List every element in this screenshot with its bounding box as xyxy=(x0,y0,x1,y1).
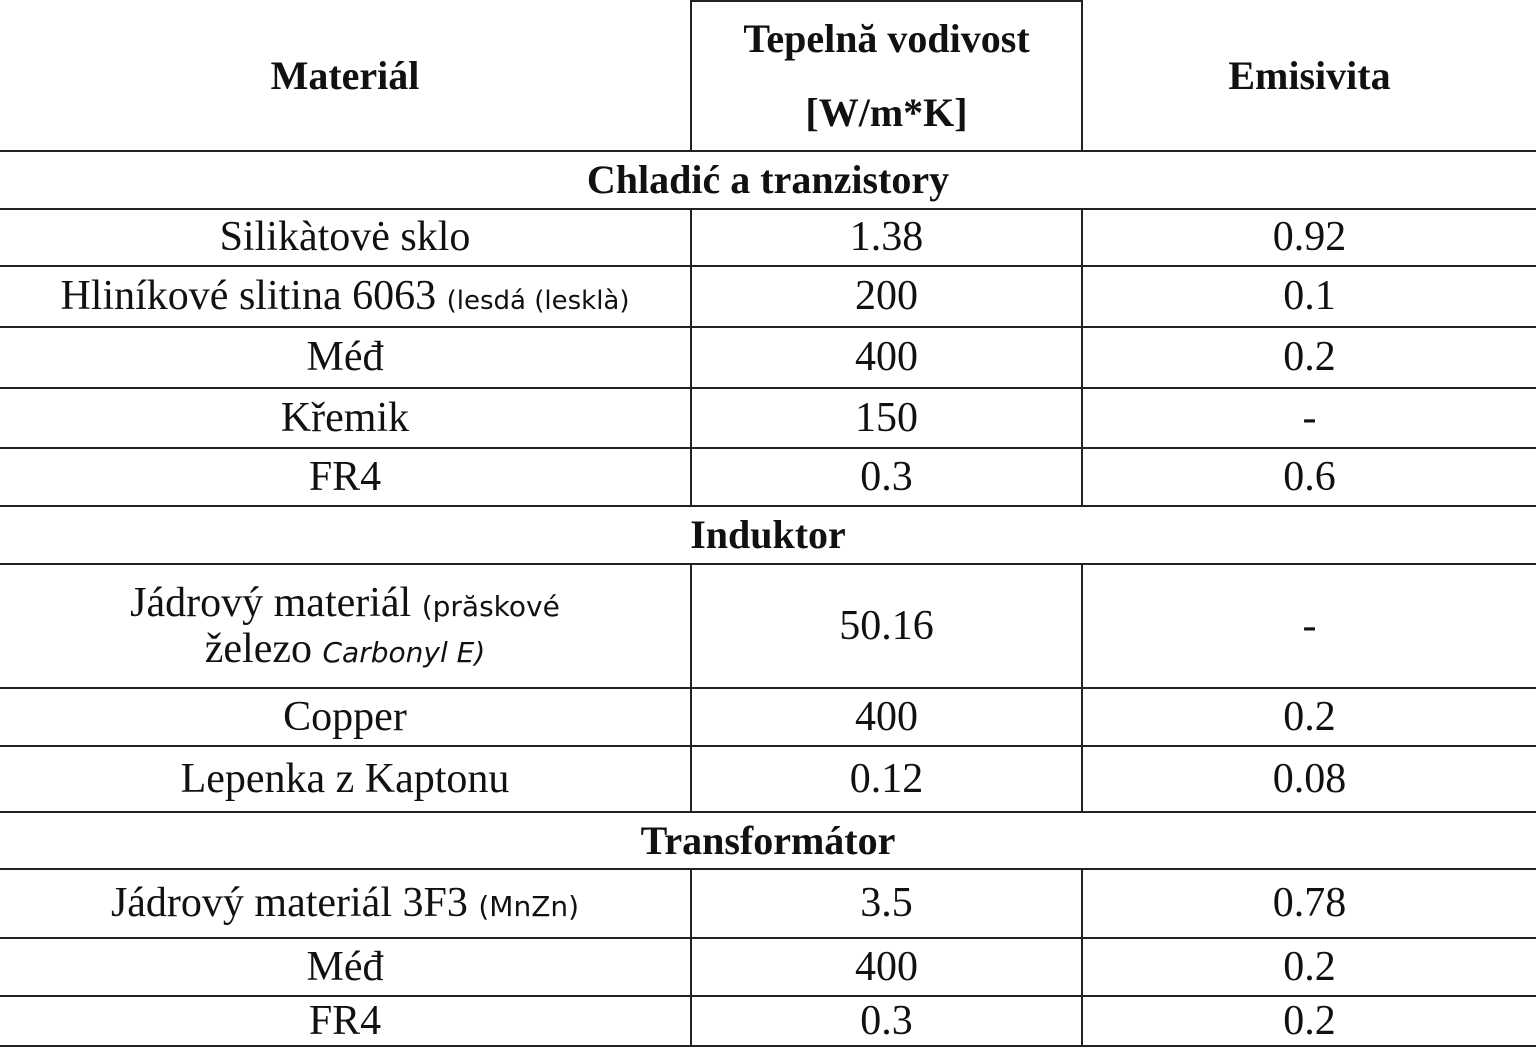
emissivity-cell: 0.2 xyxy=(1082,688,1536,746)
material-note: (MnZn) xyxy=(478,890,580,924)
table-row xyxy=(0,327,1536,388)
table-row xyxy=(0,938,1536,996)
emissivity-cell: - xyxy=(1082,564,1536,688)
table-row xyxy=(0,209,1536,266)
material-cell xyxy=(0,564,691,688)
conductivity-cell: 150 xyxy=(691,388,1082,448)
conductivity-cell: 400 xyxy=(691,938,1082,996)
conductivity-cell: 200 xyxy=(691,266,1082,327)
material-name: Hliníkové slitina 6063 xyxy=(60,273,437,320)
material-cell xyxy=(0,388,691,448)
material-line-2 xyxy=(0,626,690,672)
emissivity-cell: 0.2 xyxy=(1082,938,1536,996)
header-conductivity-unit: [W/m*K] xyxy=(805,90,968,135)
header-conductivity-label: Tepelnă vodivost xyxy=(743,16,1030,61)
emissivity-cell: 0.78 xyxy=(1082,869,1536,938)
section-title-inductor: Induktor xyxy=(0,506,1536,564)
emissivity-cell: 0.2 xyxy=(1082,327,1536,388)
table-row xyxy=(0,996,1536,1046)
table-row xyxy=(0,688,1536,746)
emissivity-cell: - xyxy=(1082,388,1536,448)
emissivity-cell: 0.1 xyxy=(1082,266,1536,327)
table-row xyxy=(0,746,1536,812)
material-cell xyxy=(0,688,691,746)
header-material: Materiál xyxy=(0,1,691,151)
section-title-heatsink: Chladić a tranzistory xyxy=(0,151,1536,209)
material-name: Jádrový materiál xyxy=(130,579,412,626)
material-cell xyxy=(0,448,691,506)
material-name: Lepenka z Kaptonu xyxy=(180,755,510,802)
material-name: Méđ xyxy=(306,943,384,990)
material-note: (lesdá (lesklà) xyxy=(446,286,630,317)
material-cell xyxy=(0,746,691,812)
emissivity-cell: 0.08 xyxy=(1082,746,1536,812)
section-title-transformer: Transformátor xyxy=(0,812,1536,869)
table-row xyxy=(0,869,1536,938)
material-note: (prăskové xyxy=(421,589,560,623)
material-name-cont: železo xyxy=(204,626,312,672)
conductivity-cell: 400 xyxy=(691,688,1082,746)
table-row xyxy=(0,388,1536,448)
material-name: FR4 xyxy=(308,997,382,1044)
header-conductivity xyxy=(691,1,1082,151)
material-name: Copper xyxy=(283,693,407,740)
conductivity-cell: 0.3 xyxy=(691,448,1082,506)
header-emissivity: Emisivita xyxy=(1082,1,1536,151)
material-line-1 xyxy=(0,580,690,626)
header-row xyxy=(0,1,1536,151)
material-cell xyxy=(0,266,691,327)
material-name: Silikàtovė sklo xyxy=(219,214,471,261)
material-cell xyxy=(0,938,691,996)
conductivity-cell: 1.38 xyxy=(691,209,1082,266)
section-row xyxy=(0,151,1536,209)
material-cell xyxy=(0,327,691,388)
table-row xyxy=(0,448,1536,506)
material-cell xyxy=(0,996,691,1046)
material-name: FR4 xyxy=(308,453,382,500)
emissivity-cell: 0.6 xyxy=(1082,448,1536,506)
material-name: Méđ xyxy=(306,334,384,381)
table-row xyxy=(0,564,1536,688)
emissivity-cell: 0.2 xyxy=(1082,996,1536,1046)
conductivity-cell: 0.12 xyxy=(691,746,1082,812)
material-cell xyxy=(0,209,691,266)
material-note-cont: Carbonyl E) xyxy=(322,636,486,669)
material-name: Křemik xyxy=(280,394,410,441)
section-row xyxy=(0,506,1536,564)
conductivity-cell: 50.16 xyxy=(691,564,1082,688)
conductivity-cell: 0.3 xyxy=(691,996,1082,1046)
material-name: Jádrový materiál 3F3 xyxy=(110,880,468,927)
material-cell xyxy=(0,869,691,938)
conductivity-cell: 400 xyxy=(691,327,1082,388)
table-row xyxy=(0,266,1536,327)
conductivity-cell: 3.5 xyxy=(691,869,1082,938)
section-row xyxy=(0,812,1536,869)
emissivity-cell: 0.92 xyxy=(1082,209,1536,266)
